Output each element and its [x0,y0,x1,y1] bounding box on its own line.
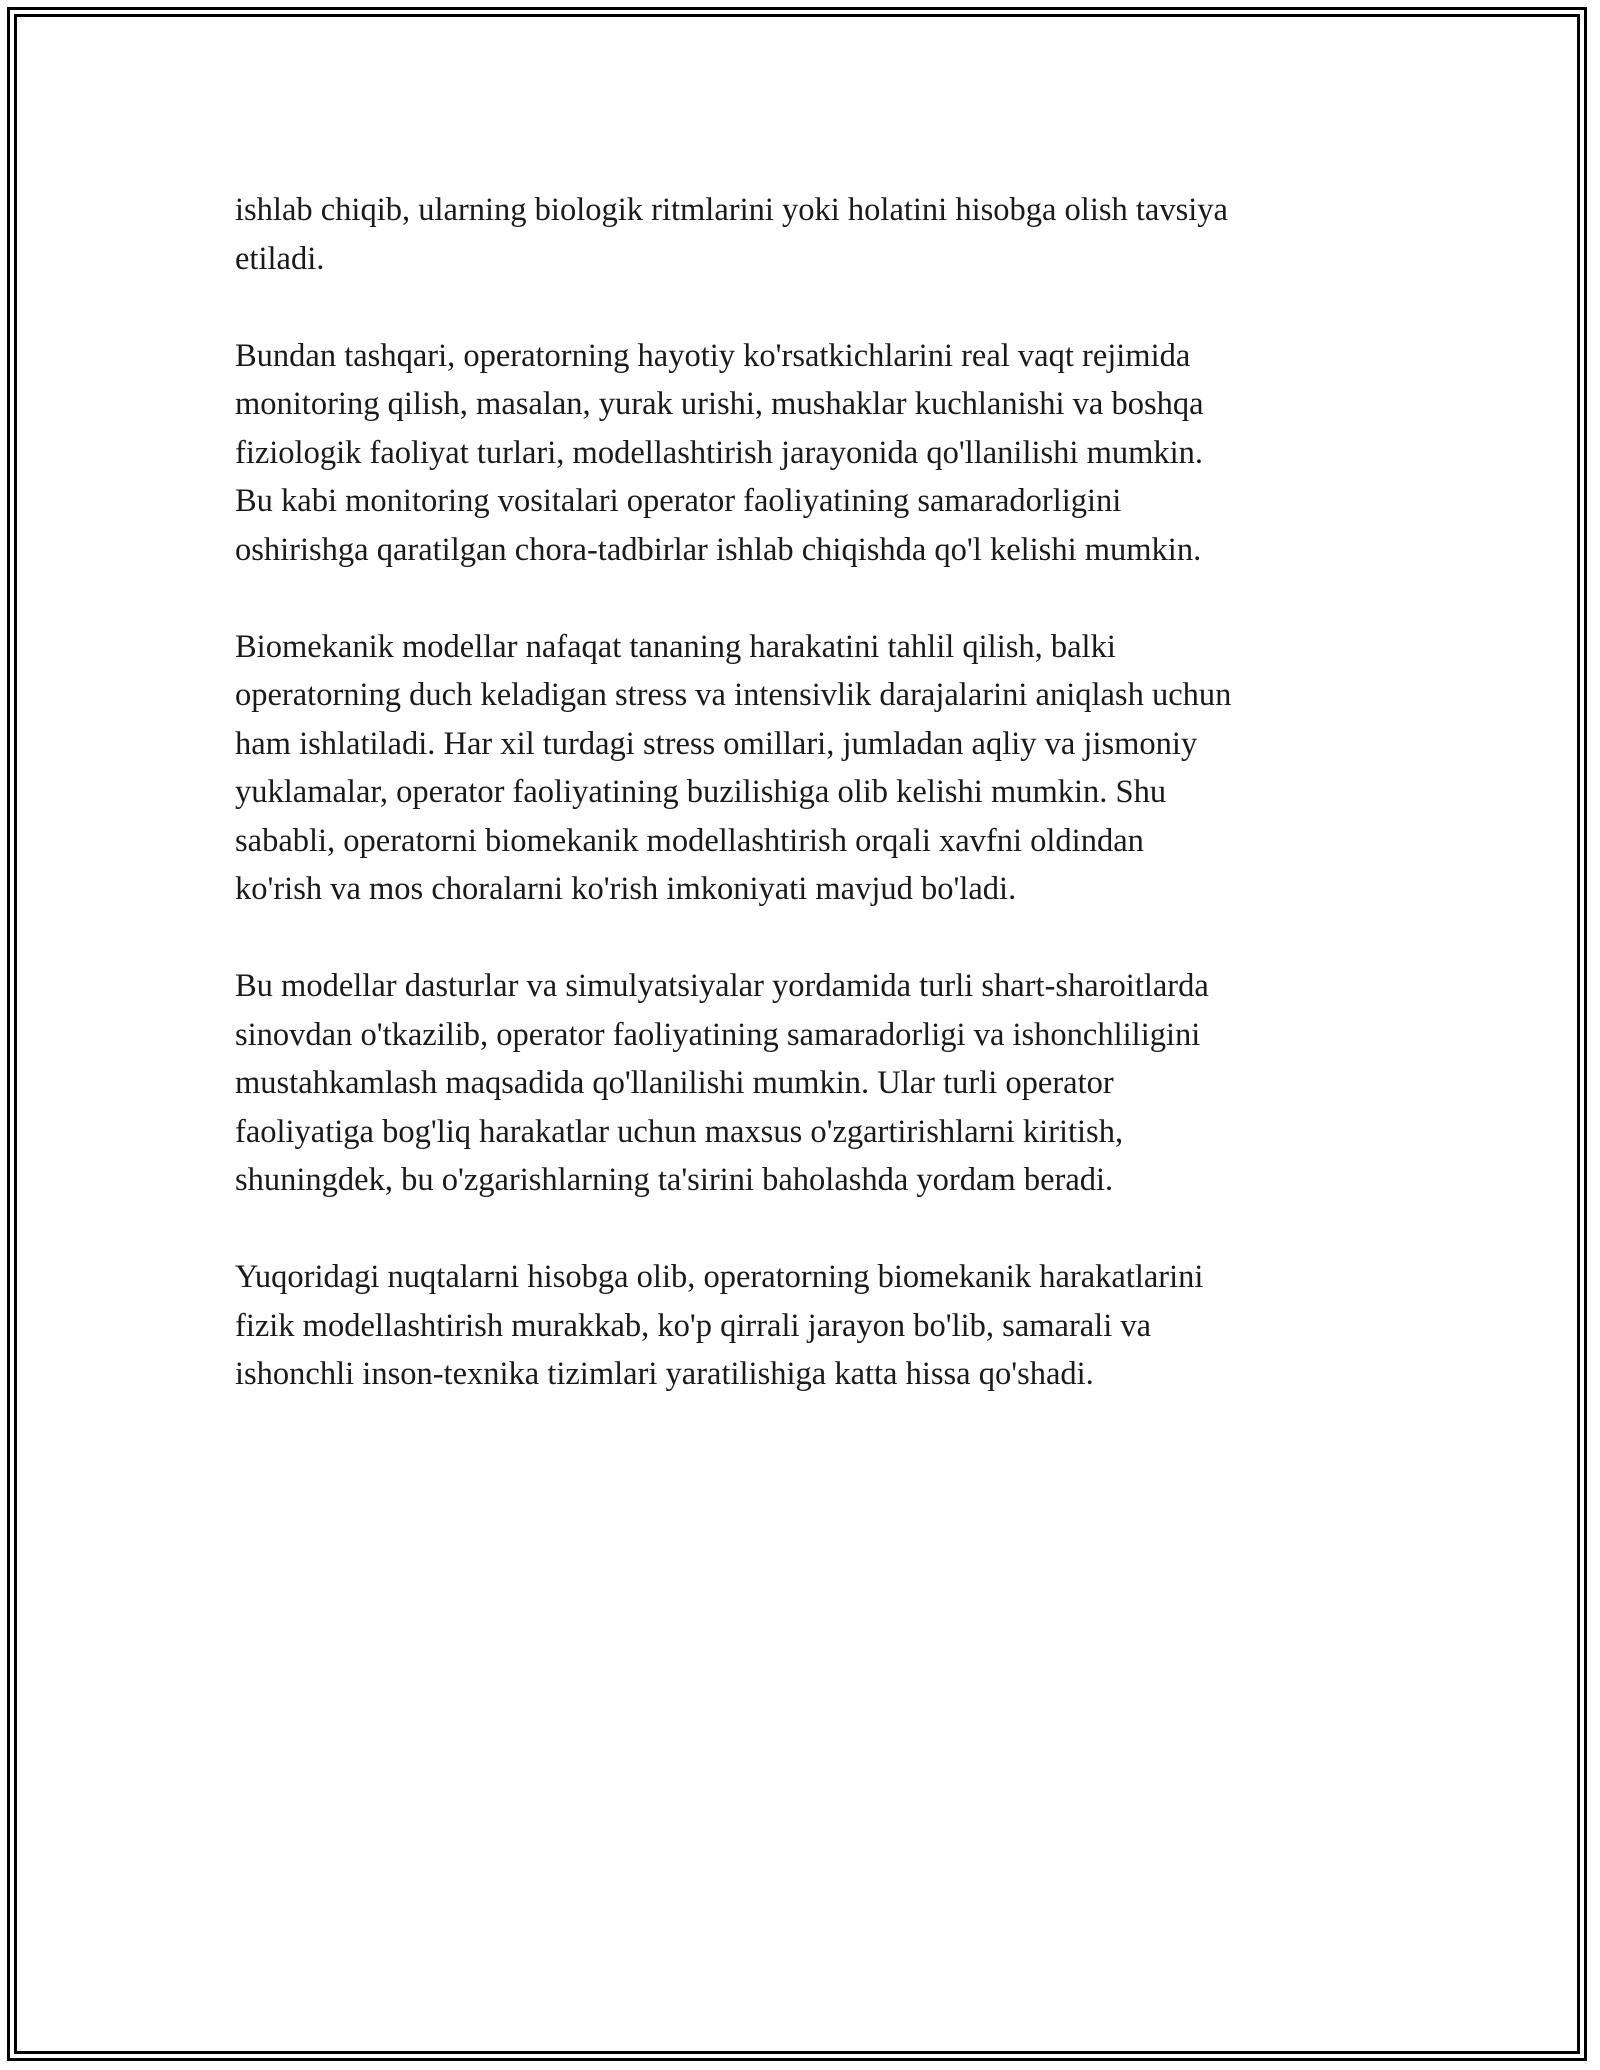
text-line: ishlab chiqib, ularning biologik ritmlarini yoki holatini hisobga olish tavsiya [235,192,1228,228]
paragraph-2 [235,332,1365,575]
text-line: Yuqoridagi nuqtalarni hisobga olib, operatorning biomekanik harakatlarini [235,1259,1204,1295]
paragraph-1 [235,186,1365,283]
text-line: shuningdek, bu o'zgarishlarning ta'sirini baholashda yordam beradi. [235,1162,1114,1198]
text-line: ham ishlatiladi. Har xil turdagi stress omillari, jumladan aqliy va jismoniy [235,725,1198,762]
text-line: faoliyatiga bog'liq harakatlar uchun maxsus o'zgartirishlarni kiritish, [235,1113,1124,1150]
text-line: fizik modellashtirish murakkab, ko'p qirrali jarayon bo'lib, samarali va [235,1307,1152,1344]
text-line: ishonchli inson-texnika tizimlari yaratilishiga katta hissa qo'shadi. [235,1356,1094,1392]
text-line: Bundan tashqari, operatorning hayotiy ko'rsatkichlarini real vaqt rejimida [235,337,1191,374]
text-line: ko'rish va mos choralarni ko'rish imkoniyati mavjud bo'ladi. [235,871,1017,907]
text-line: sababli, operatorni biomekanik modellashtirish orqali xavfni oldindan [235,822,1144,859]
text-line: Biomekanik modellar nafaqat tananing harakatini tahlil qilish, balki [235,628,1116,665]
text-line: oshirishga qaratilgan chora-tadbirlar ishlab chiqishda qo'l kelishi mumkin. [235,531,1202,568]
text-line: fiziologik faoliyat turlari, modellashtirish jarayonida qo'llanilishi mumkin. [235,434,1204,471]
text-line: monitoring qilish, masalan, yurak urishi, mushaklar kuchlanishi va boshqa [235,386,1204,422]
paragraph-3 [235,623,1365,914]
document-body [235,186,1365,1447]
text-line: sinovdan o'tkazilib, operator faoliyatining samaradorligi va ishonchliligini [235,1016,1201,1053]
paragraph-4 [235,962,1365,1205]
text-line: Bu kabi monitoring vositalari operator faoliyatining samaradorligini [235,483,1122,519]
text-line: etiladi. [235,240,325,277]
text-line: operatorning duch keladigan stress va intensivlik darajalarini aniqlash uchun [235,677,1232,713]
text-line: Bu modellar dasturlar va simulyatsiyalar yordamida turli shart-sharoitlarda [235,968,1209,1004]
text-line: mustahkamlash maqsadida qo'llanilishi mumkin. Ular turli operator [235,1065,1114,1101]
text-line: yuklamalar, operator faoliyatining buzilishiga olib kelishi mumkin. Shu [235,774,1167,810]
paragraph-5 [235,1253,1365,1399]
